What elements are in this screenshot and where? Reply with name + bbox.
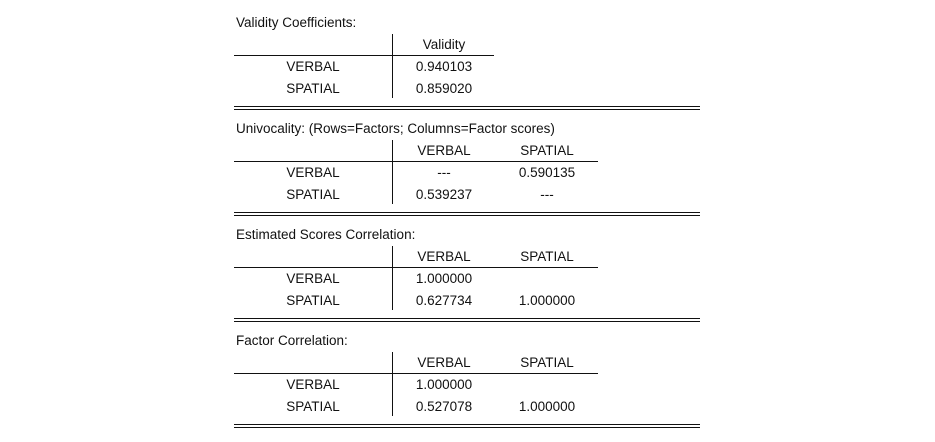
- table-cell: 0.590135: [518, 165, 576, 180]
- row-label: VERBAL: [286, 59, 340, 74]
- column-divider: [392, 140, 393, 204]
- univocality-table: [234, 116, 700, 222]
- row-label: SPATIAL: [286, 399, 340, 414]
- header-rule: [234, 267, 598, 268]
- header-rule: [234, 161, 598, 162]
- row-label: SPATIAL: [286, 293, 340, 308]
- column-header-spatial: SPATIAL: [520, 249, 574, 264]
- table-cell: 1.000000: [518, 399, 576, 414]
- table-cell: 0.539237: [415, 187, 473, 202]
- column-divider: [392, 34, 393, 98]
- column-header-spatial: SPATIAL: [520, 355, 574, 370]
- column-header-spatial: SPATIAL: [520, 143, 574, 158]
- table-cell: ---: [437, 165, 451, 180]
- column-divider: [392, 352, 393, 416]
- factor-correlation-table: [234, 328, 700, 434]
- row-label: VERBAL: [286, 165, 340, 180]
- table-cell: 1.000000: [415, 377, 473, 392]
- section-double-rule: [234, 106, 700, 110]
- table-cell: 0.859020: [415, 81, 473, 96]
- table-cell: 0.940103: [415, 59, 473, 74]
- column-header-verbal: VERBAL: [417, 249, 471, 264]
- section-title: Univocality: (Rows=Factors; Columns=Factor scores): [236, 121, 555, 136]
- row-label: SPATIAL: [286, 187, 340, 202]
- table-cell: 0.527078: [415, 399, 473, 414]
- section-double-rule: [234, 424, 700, 428]
- section-double-rule: [234, 212, 700, 216]
- header-rule: [234, 55, 494, 56]
- header-rule: [234, 373, 598, 374]
- column-header-validity: Validity: [422, 37, 466, 52]
- column-header-verbal: VERBAL: [417, 355, 471, 370]
- section-title: Factor Correlation:: [236, 333, 348, 348]
- table-cell: 1.000000: [415, 271, 473, 286]
- row-label: VERBAL: [286, 377, 340, 392]
- column-divider: [392, 246, 393, 310]
- table-cell: ---: [540, 187, 554, 202]
- row-label: SPATIAL: [286, 81, 340, 96]
- table-cell: 1.000000: [518, 293, 576, 308]
- row-label: VERBAL: [286, 271, 340, 286]
- table-cell: 0.627734: [415, 293, 473, 308]
- section-title: Estimated Scores Correlation:: [236, 227, 416, 242]
- validity-coefficients-table: [234, 10, 700, 116]
- estimated-scores-correlation-table: [234, 222, 700, 328]
- column-header-verbal: VERBAL: [417, 143, 471, 158]
- section-title: Validity Coefficients:: [236, 15, 357, 30]
- section-double-rule: [234, 318, 700, 322]
